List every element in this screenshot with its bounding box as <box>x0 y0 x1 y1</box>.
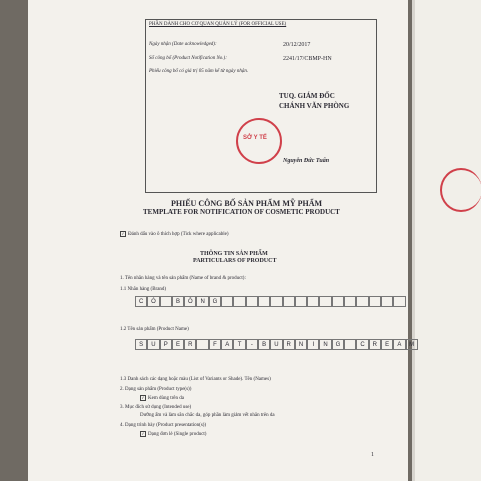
stamp-text: SỞ Y TẾ <box>243 135 267 141</box>
char-cell <box>344 296 356 307</box>
page-number: 1 <box>371 452 374 458</box>
item-1-2: 1.2 Tên sản phẩm (Product Name) <box>120 327 189 332</box>
char-cell: R <box>369 339 381 350</box>
adjacent-stamp <box>440 168 481 212</box>
tick-note-text: Đánh dấu vào ô thích hợp (Tick where applicable) <box>128 232 229 238</box>
char-cell: U <box>147 339 159 350</box>
title-en: TEMPLATE FOR NOTIFICATION OF COSMETIC PRODUCT <box>143 208 340 216</box>
char-cell <box>381 296 393 307</box>
char-cell: P <box>160 339 172 350</box>
item-4-value-text: Dạng đơn lẻ (Single product) <box>148 432 207 438</box>
char-cell <box>393 296 405 307</box>
char-cell: Ô <box>184 296 196 307</box>
signer-name: Nguyễn Đức Tuấn <box>283 158 330 164</box>
char-cell <box>369 296 381 307</box>
char-cell <box>319 296 331 307</box>
char-cell: M <box>406 339 418 350</box>
char-cell: I <box>307 339 319 350</box>
char-cell <box>344 339 356 350</box>
page-edge <box>412 0 415 481</box>
char-cell: R <box>283 339 295 350</box>
char-cell <box>332 296 344 307</box>
item-3-value: Dưỡng ẩm và làm săn chắc da, góp phần làm giảm vết nhăn trên da <box>140 413 275 418</box>
signature-title-2: CHÁNH VĂN PHÒNG <box>279 102 350 110</box>
char-cell: N <box>196 296 208 307</box>
official-stamp <box>236 118 282 164</box>
char-cell: A <box>393 339 405 350</box>
official-header: PHẦN DÀNH CHO CƠ QUAN QUẢN LÝ (FOR OFFICIAL USE) <box>149 22 287 27</box>
row-date-value: 20/12/2017 <box>283 42 311 48</box>
char-cell: C <box>356 339 368 350</box>
tick-note <box>120 231 229 238</box>
item-4: 4. Dạng trình bày (Product presentation(s)) <box>120 423 207 428</box>
char-cell: E <box>381 339 393 350</box>
char-cell <box>295 296 307 307</box>
char-cell <box>258 296 270 307</box>
char-cell: G <box>332 339 344 350</box>
char-cell: N <box>319 339 331 350</box>
item-1: 1. Tên nhãn hàng và tên sản phẩm (Name of brand & product): <box>120 276 246 281</box>
item-2-value-text: Kem dùng trên da <box>148 396 184 402</box>
item-1-1: 1.1 Nhãn hàng (Brand) <box>120 287 167 292</box>
char-cell: U <box>270 339 282 350</box>
char-cell: - <box>246 339 258 350</box>
char-cell: R <box>184 339 196 350</box>
char-cell: N <box>295 339 307 350</box>
char-cell <box>356 296 368 307</box>
brand-char-grid <box>135 296 406 307</box>
char-cell: Ó <box>147 296 159 307</box>
item-1-3: 1.3 Danh sách các dạng hoặc màu (List of Variants or Shade). Tên (Names) <box>120 377 271 382</box>
item-3: 3. Mục đích sử dụng (Intended use) <box>120 405 192 410</box>
signature-title-1: TUQ. GIÁM ĐỐC <box>279 92 335 100</box>
adjacent-page <box>412 0 481 481</box>
char-cell <box>196 339 208 350</box>
checkbox-icon: ✓ <box>141 431 145 436</box>
checkbox-icon: ✓ <box>141 395 145 400</box>
char-cell: F <box>209 339 221 350</box>
product-char-grid <box>135 339 418 350</box>
item-4-value <box>140 431 206 438</box>
char-cell: T <box>233 339 245 350</box>
char-cell <box>221 296 233 307</box>
row-number-label: Số công bố (Product Notification No.): <box>149 56 227 61</box>
item-2-value <box>140 395 184 402</box>
char-cell <box>246 296 258 307</box>
char-cell: B <box>172 296 184 307</box>
checkbox-icon: ✓ <box>121 231 125 236</box>
section-title-vi: THÔNG TIN SẢN PHẨM <box>200 251 268 257</box>
char-cell: C <box>135 296 147 307</box>
char-cell: S <box>135 339 147 350</box>
char-cell <box>283 296 295 307</box>
char-cell <box>307 296 319 307</box>
char-cell: E <box>172 339 184 350</box>
char-cell <box>160 296 172 307</box>
section-title-en: PARTICULARS OF PRODUCT <box>193 258 277 264</box>
item-2: 2. Dạng sản phẩm (Product type(s)) <box>120 387 192 392</box>
row-validity-label: Phiếu công bố có giá trị 05 năm kể từ ngày nhận. <box>149 69 249 74</box>
char-cell: G <box>209 296 221 307</box>
row-date-label: Ngày nhận (Date acknowledged): <box>149 42 217 47</box>
title-vi: PHIẾU CÔNG BỐ SẢN PHẨM MỸ PHẨM <box>171 199 323 208</box>
char-cell <box>233 296 245 307</box>
char-cell: B <box>258 339 270 350</box>
char-cell <box>270 296 282 307</box>
char-cell: A <box>221 339 233 350</box>
row-number-value: 2241/17/CBMP-HN <box>283 56 332 62</box>
